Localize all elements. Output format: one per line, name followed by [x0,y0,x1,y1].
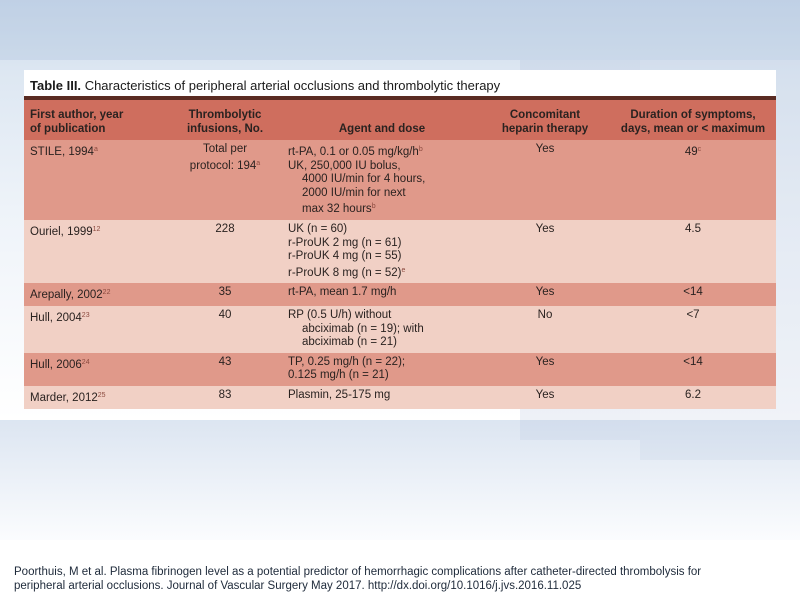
cell-agent-dose [284,353,480,386]
duration-text: 6.2 [685,388,701,401]
agent-dose-line [288,250,476,264]
table-figure [24,70,776,409]
cell-author-year [24,353,166,386]
author-text: Hull, 2004 [30,311,82,324]
agent-dose-text: TP, 0.25 mg/h (n = 22); [288,355,406,368]
agent-dose-line [288,369,476,383]
author-text: Ouriel, 1999 [30,225,93,238]
header-text-line: of publication [30,123,106,135]
cell-heparin: Yes [480,283,610,306]
cell-heparin: Yes [480,386,610,409]
table-row [24,353,776,386]
agent-dose-line [288,200,476,217]
cell-heparin: Yes [480,353,610,386]
citation [14,565,784,593]
author-text: Arepally, 2002 [30,289,103,302]
table-header-row [24,100,776,140]
infusions-text-line: 40 [218,308,232,321]
agent-dose-text: abciximab (n = 19); with [302,322,424,335]
agent-dose-line [288,286,476,300]
agent-dose-line [288,336,476,350]
agent-dose-line [288,264,476,281]
duration-text: 49 [684,146,698,158]
cell-infusions [166,220,284,283]
agent-dose-line [288,323,476,337]
header-text-line: Thrombolytic [188,109,262,121]
duration-text: <14 [683,355,703,368]
header-duration [610,100,776,140]
cell-infusions [166,283,284,306]
cell-infusions [166,353,284,386]
cell-author-year [24,220,166,283]
footnote-superscript: b [418,146,423,153]
cell-duration [610,386,776,409]
agent-dose-text: r-ProUK 4 mg (n = 55) [288,250,402,263]
infusions-text-line: 35 [218,286,232,299]
cell-agent-dose [284,283,480,306]
header-heparin [480,100,610,140]
background-band-bottom [0,420,800,540]
table-caption [24,70,776,96]
table-row [24,220,776,283]
cell-author-year [24,306,166,353]
footnote-superscript: b [371,203,376,211]
infusions-text-line: 228 [215,222,235,235]
agent-dose-text: UK (n = 60) [288,222,348,235]
agent-dose-text: r-ProUK 2 mg (n = 61) [288,236,402,249]
cell-duration [610,353,776,386]
header-infusions [166,100,284,140]
infusions-text-line: Total per [202,143,248,155]
author-text: STILE, 1994 [30,146,94,158]
agent-dose-text: abciximab (n = 21) [302,336,397,349]
agent-dose-text: rt-PA, 0.1 or 0.05 mg/kg/h [288,146,419,158]
reference-superscript: a [93,146,98,153]
duration-text: 4.5 [685,222,701,235]
cell-heparin: No [480,306,610,353]
footnote-superscript: a [256,159,261,167]
header-text-line: infusions, No. [186,123,264,135]
duration-text: <14 [683,286,703,299]
agent-dose-text: 0.125 mg/h (n = 21) [288,369,389,382]
reference-superscript: 24 [81,358,90,366]
agent-dose-text: 2000 IU/min for next [302,186,406,199]
citation-line-2: peripheral arterial occlusions. Journal of Vascular Surgery May 2017. http://dx.doi.org/10.1016/j.jvs.2016.11.025 [14,580,582,592]
agent-dose-line [288,356,476,370]
background-band-top [0,0,800,60]
cell-duration [610,283,776,306]
cell-author-year [24,283,166,306]
infusions-text-line: 83 [218,388,232,401]
reference-superscript: 23 [81,311,90,319]
cell-agent-dose [284,306,480,353]
header-text-line: days, mean or < maximum [620,123,766,135]
agent-dose-line [288,187,476,201]
cell-infusions [166,306,284,353]
agent-dose-text: RP (0.5 U/h) without [288,308,392,321]
header-text-line: Duration of symptoms, [630,109,756,121]
table-body [24,140,776,409]
agent-dose-text: r-ProUK 8 mg (n = 52) [288,266,402,279]
table-row [24,306,776,353]
reference-superscript: 25 [97,391,106,399]
table-row [24,386,776,409]
author-text: Hull, 2006 [30,358,82,371]
reference-superscript: 12 [92,225,101,233]
cell-author-year [24,140,166,220]
agent-dose-line [288,173,476,187]
agent-dose-line [288,309,476,323]
table-row [24,140,776,220]
agent-dose-text: rt-PA, mean 1.7 mg/h [288,286,397,299]
header-text-line: Concomitant [509,109,581,121]
header-author-year [24,100,166,140]
header-text-line: Agent and dose [338,123,426,135]
header-agent-dose [284,100,480,140]
infusions-text-line: protocol: 194$^a$ [189,159,261,172]
cell-heparin: Yes [480,140,610,220]
cell-duration [610,306,776,353]
footnote-superscript: c [697,146,702,153]
citation-line-1: Poorthuis, M et al. Plasma fibrinogen level as a potential predictor of hemorrhagic complications after catheter-directed thrombolysis for [14,566,702,578]
header-text-line: First author, year [30,109,124,121]
table-caption-text: Characteristics of peripheral arterial occlusions and thrombolytic therapy [84,78,501,93]
cell-infusions [166,140,284,220]
cell-duration [610,140,776,220]
agent-dose-line [288,223,476,237]
cell-agent-dose [284,386,480,409]
duration-text: <7 [686,308,700,321]
cell-agent-dose [284,140,480,220]
header-text-line: heparin therapy [501,123,589,135]
cell-agent-dose [284,220,480,283]
agent-dose-text: max 32 hours [302,203,372,216]
table-row [24,283,776,306]
agent-dose-line [288,237,476,251]
cell-heparin: Yes [480,220,610,283]
infusions-text-line: 43 [218,355,232,368]
agent-dose-text: Plasmin, 25-175 mg [288,388,391,401]
cell-author-year [24,386,166,409]
author-text: Marder, 2012 [30,391,98,404]
cell-infusions [166,386,284,409]
agent-dose-text: 4000 IU/min for 4 hours, [302,173,426,186]
agent-dose-line [288,143,476,160]
agent-dose-line [288,160,476,174]
agent-dose-text: UK, 250,000 IU bolus, [288,159,401,172]
reference-superscript: 22 [102,289,111,297]
cell-duration [610,220,776,283]
footnote-superscript: e [401,266,406,274]
agent-dose-line [288,389,476,403]
table-label: Table III. [30,78,82,93]
data-table [24,100,776,409]
